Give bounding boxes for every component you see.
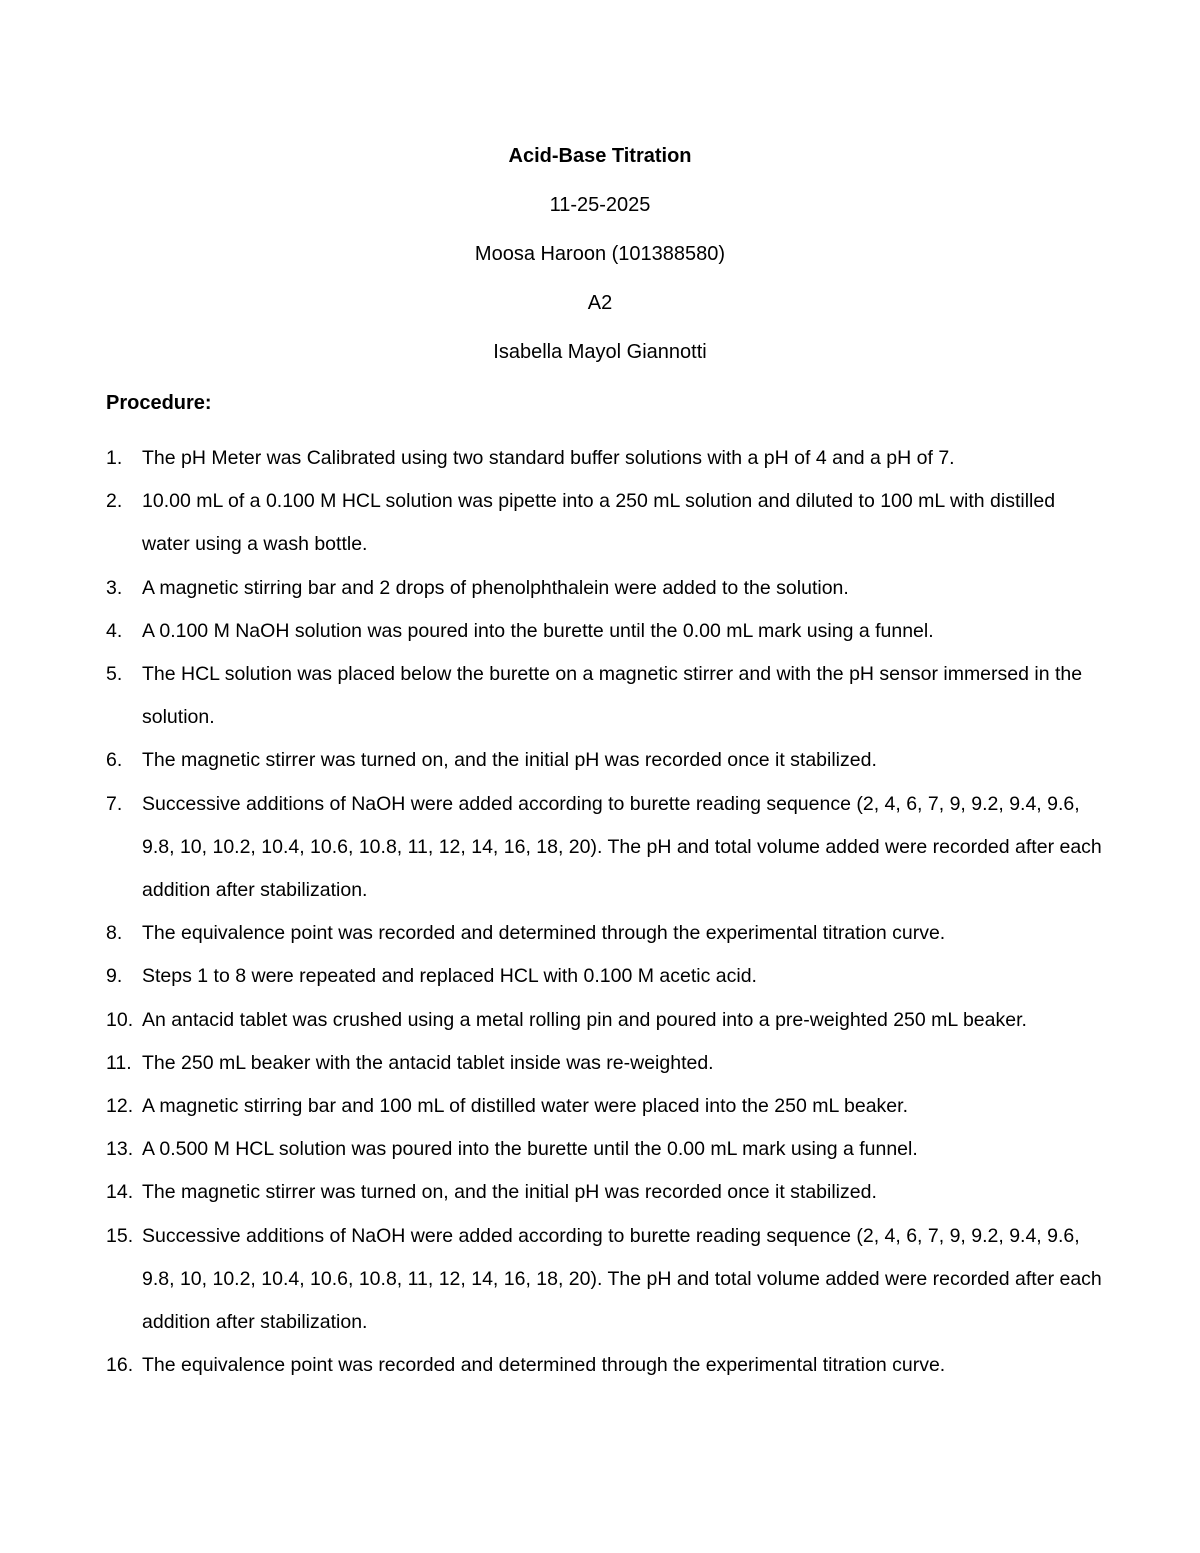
step-number: 16.: [106, 1354, 134, 1377]
step-number: 5.: [106, 663, 123, 686]
step-number: 3.: [106, 576, 123, 599]
step-text: Successive additions of NaOH were added according to burette reading sequence (2, 4, 6, 7, 9, 9.2, 9.4, 9.6, 9.8, 10, 10.2, 10.4, 10.6, 10.8, 11, 12, 14, 16, 18, 20). The pH and total volume added were recorded after each addition after stabilization.: [142, 1224, 1102, 1334]
procedure-step: [106, 1085, 1106, 1128]
step-text: The pH Meter was Calibrated using two standard buffer solutions with a pH of 4 and a pH of 7.: [142, 447, 955, 469]
step-number: 13.: [106, 1138, 134, 1161]
step-text: The equivalence point was recorded and determined through the experimental titration curve.: [142, 922, 946, 945]
step-text: The magnetic stirrer was turned on, and the initial pH was recorded once it stabilized.: [142, 749, 877, 772]
procedure-step: [106, 739, 1106, 782]
step-text: A 0.500 M HCL solution was poured into the burette until the 0.00 mL mark using a funnel.: [142, 1138, 918, 1161]
procedure-step: [106, 955, 1106, 998]
step-text: A magnetic stirring bar and 2 drops of phenolphthalein were added to the solution.: [142, 576, 849, 599]
step-number: 7.: [106, 792, 123, 815]
step-number: 12.: [106, 1095, 134, 1118]
step-number: 8.: [106, 922, 123, 945]
step-number: 4.: [106, 619, 123, 642]
procedure-step: [106, 610, 1106, 653]
step-text: The magnetic stirrer was turned on, and the initial pH was recorded once it stabilized.: [142, 1181, 877, 1204]
procedure-list: [106, 437, 1106, 1387]
procedure-step: [106, 480, 1106, 566]
procedure-step: [106, 1128, 1106, 1171]
step-number: 11.: [106, 1051, 132, 1074]
procedure-step: [106, 653, 1106, 739]
step-text: An antacid tablet was crushed using a metal rolling pin and poured into a pre-weighted 250 mL beaker.: [142, 1008, 1027, 1031]
document-header: [0, 142, 1200, 387]
procedure-step: [106, 1215, 1106, 1345]
procedure-step: [106, 783, 1106, 913]
step-text: A magnetic stirring bar and 100 mL of distilled water were placed into the 250 mL beaker.: [142, 1095, 908, 1118]
step-text: The 250 mL beaker with the antacid tablet inside was re-weighted.: [142, 1051, 714, 1074]
procedure-heading: Procedure:: [106, 392, 212, 414]
procedure-step: [106, 1344, 1106, 1387]
step-text: A 0.100 M NaOH solution was poured into the burette until the 0.00 mL mark using a funnel.: [142, 619, 934, 642]
procedure-step: [106, 567, 1106, 610]
step-text: Steps 1 to 8 were repeated and replaced HCL with 0.100 M acetic acid.: [142, 965, 757, 988]
document-title: Acid-Base Titration: [508, 145, 692, 167]
step-number: 15.: [106, 1224, 134, 1247]
procedure-step: [106, 999, 1106, 1042]
step-text: Successive additions of NaOH were added according to burette reading sequence (2, 4, 6, 7, 9, 9.2, 9.4, 9.6, 9.8, 10, 10.2, 10.4, 10.6, 10.8, 11, 12, 14, 16, 18, 20). The pH and total volume added were recorded after each addition after stabilization.: [142, 792, 1102, 902]
document-date: 11-25-2025: [549, 194, 651, 216]
section-line: A2: [587, 292, 613, 314]
step-text: The equivalence point was recorded and determined through the experimental titration curve.: [142, 1354, 946, 1377]
partner-line: Isabella Mayol Giannotti: [493, 341, 707, 363]
procedure-step: [106, 1042, 1106, 1085]
step-number: 1.: [106, 447, 123, 469]
step-number: 10.: [106, 1008, 134, 1031]
step-number: 14.: [106, 1181, 134, 1204]
procedure-step: [106, 912, 1106, 955]
step-text: 10.00 mL of a 0.100 M HCL solution was pipette into a 250 mL solution and diluted to 100 mL with distilled water using a wash bottle.: [142, 490, 1056, 556]
procedure-step: [106, 1171, 1106, 1214]
step-text: The HCL solution was placed below the burette on a magnetic stirrer and with the pH sensor immersed in the solution.: [142, 663, 1083, 729]
author-line: Moosa Haroon (101388580): [474, 243, 726, 265]
procedure-step: [106, 437, 1106, 480]
step-number: 9.: [106, 965, 123, 988]
step-number: 6.: [106, 749, 123, 772]
step-number: 2.: [106, 490, 123, 513]
